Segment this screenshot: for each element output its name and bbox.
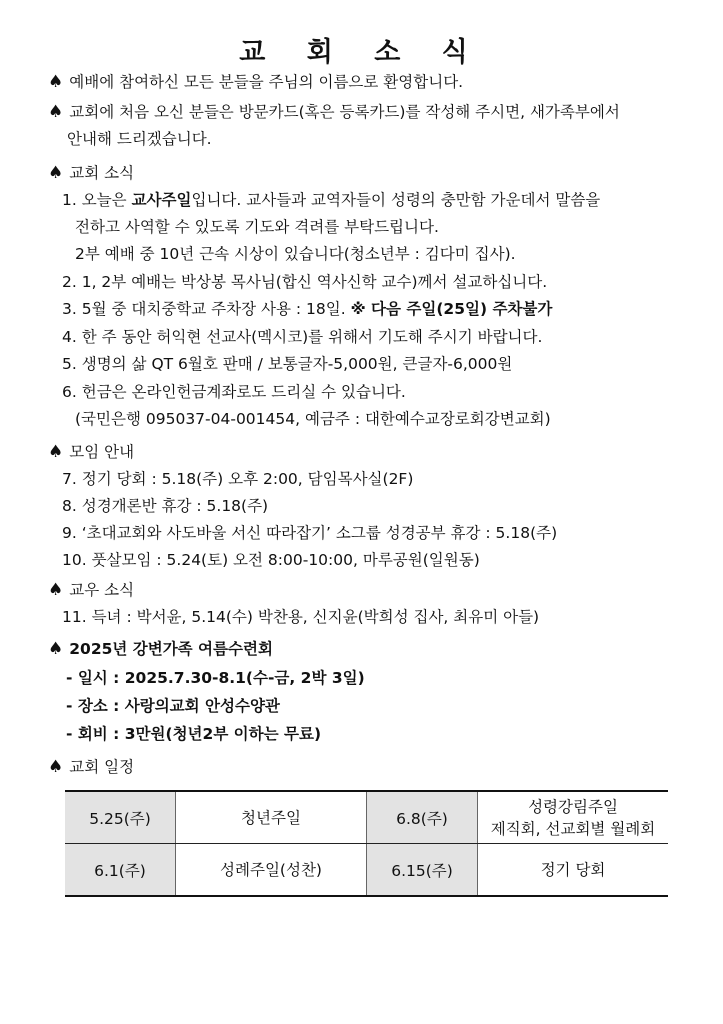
section-heading-retreat: ♠ 2025년 강변가족 여름수련회 [48, 639, 273, 659]
news-item-3: 3. 5월 중 대치중학교 주차장 사용 : 18일. ※ 다음 주일(25일) 주차불가 [62, 300, 553, 318]
schedule-event: 성례주일(성찬) [176, 844, 367, 897]
intro-visitor-cont: 안내해 드리겠습니다. [67, 130, 212, 148]
meeting-item-7: 7. 정기 당회 : 5.18(주) 오후 2:00, 담임목사실(2F) [62, 470, 414, 488]
news-item-2: 2. 1, 2부 예배는 박상봉 목사님(합신 역사신학 교수)께서 설교하십니다. [62, 273, 548, 291]
spade-icon: ♠ [48, 102, 64, 122]
meeting-item-10: 10. 풋살모임 : 5.24(토) 오전 8:00-10:00, 마루공원(일원동) [62, 551, 480, 569]
spade-icon: ♠ [48, 442, 64, 462]
schedule-date: 5.25(주) [65, 791, 176, 844]
schedule-date: 6.1(주) [65, 844, 176, 897]
retreat-place: - 장소 : 사랑의교회 안성수양관 [66, 697, 280, 715]
intro-visitor: ♠ 교회에 처음 오신 분들은 방문카드(혹은 등록카드)를 작성해 주시면, 새가족부에서 [48, 102, 620, 122]
schedule-date: 6.8(주) [367, 791, 478, 844]
member-item-11: 11. 득녀 : 박서윤, 5.14(수) 박찬용, 신지윤(박희성 집사, 최유미 아들) [62, 608, 540, 626]
news-item-5: 5. 생명의 삶 QT 6월호 판매 / 보통글자-5,000원, 큰글자-6,000원 [62, 355, 513, 373]
news-item-6: 6. 헌금은 온라인헌금계좌로도 드리실 수 있습니다. [62, 383, 406, 401]
table-row [65, 844, 668, 897]
schedule-table [65, 790, 668, 897]
spade-icon: ♠ [48, 580, 64, 600]
schedule-event: 청년주일 [176, 791, 367, 844]
page-title: 교 회 소 식 [239, 37, 484, 68]
section-heading-schedule: ♠ 교회 일정 [48, 757, 135, 777]
section-heading-meetings: ♠ 모임 안내 [48, 442, 135, 462]
spade-icon: ♠ [48, 757, 64, 777]
retreat-fee: - 회비 : 3만원(청년2부 이하는 무료) [66, 725, 322, 743]
meeting-item-9: 9. ‘초대교회와 사도바울 서신 따라잡기’ 소그룹 성경공부 휴강 : 5.18(주) [62, 524, 558, 542]
news-item-4: 4. 한 주 동안 허익현 선교사(멕시코)를 위해서 기도해 주시기 바랍니다. [62, 328, 543, 346]
schedule-date: 6.15(주) [367, 844, 478, 897]
spade-icon: ♠ [48, 72, 64, 92]
spade-icon: ♠ [48, 639, 64, 659]
meeting-item-8: 8. 성경개론반 휴강 : 5.18(주) [62, 497, 269, 515]
section-heading-news: ♠ 교회 소식 [48, 163, 135, 183]
schedule-event: 성령강림주일 제직회, 선교회별 월례회 [478, 791, 669, 844]
news-item-1-line3: 2부 예배 중 10년 근속 시상이 있습니다(청소년부 : 김다미 집사). [75, 245, 516, 263]
retreat-date: - 일시 : 2025.7.30-8.1(수-금, 2박 3일) [66, 669, 365, 687]
section-heading-members: ♠ 교우 소식 [48, 580, 135, 600]
intro-welcome: ♠ 예배에 참여하신 모든 분들을 주님의 이름으로 환영합니다. [48, 72, 464, 92]
news-item-1-line2: 전하고 사역할 수 있도록 기도와 격려를 부탁드립니다. [75, 218, 439, 236]
news-item-6-line2: (국민은행 095037-04-001454, 예금주 : 대한예수교장로회강변교회) [75, 410, 551, 428]
news-item-1: 1. 오늘은 교사주일입니다. 교사들과 교역자들이 성령의 충만함 가운데서 말씀을 [62, 191, 601, 209]
schedule-event: 정기 당회 [478, 844, 669, 897]
table-row [65, 791, 668, 844]
spade-icon: ♠ [48, 163, 64, 183]
